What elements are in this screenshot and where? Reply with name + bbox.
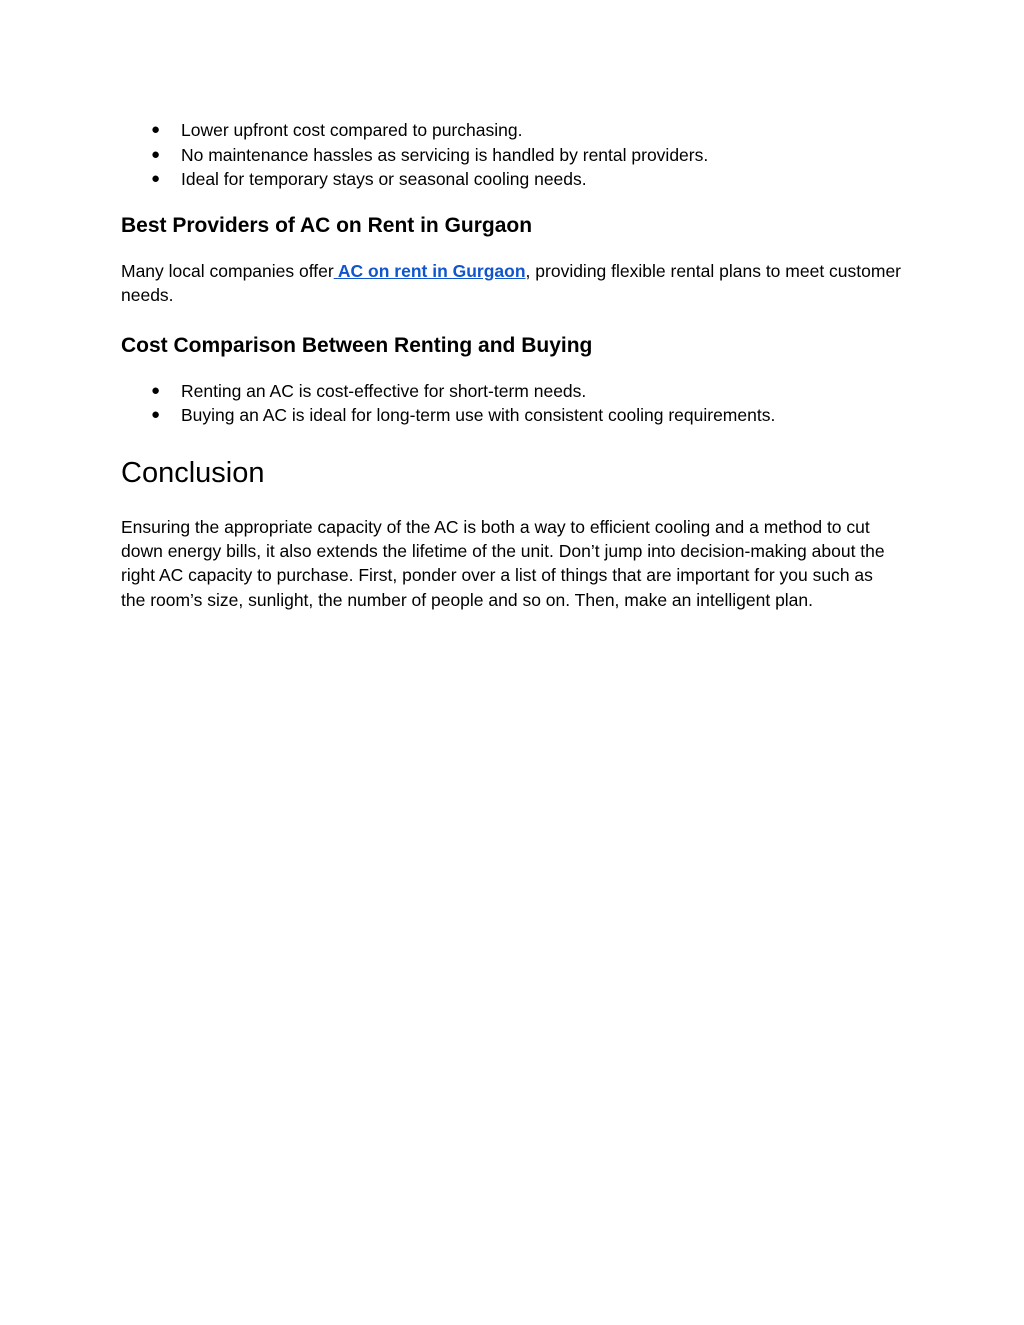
cost-comparison-heading: Cost Comparison Between Renting and Buying <box>121 333 593 357</box>
list-item-text: Ideal for temporary stays or seasonal cooling needs. <box>181 169 587 189</box>
list-item-text: No maintenance hassles as servicing is handled by rental providers. <box>181 144 709 165</box>
providers-text-before-link: Many local companies offer <box>121 260 334 281</box>
providers-text-after-link: , providing flexible rental plans to meet customer needs. <box>121 260 902 305</box>
providers-heading: Best Providers of AC on Rent in Gurgaon <box>121 213 533 237</box>
list-item <box>121 403 901 428</box>
list-item <box>121 167 901 192</box>
conclusion-paragraph: Ensuring the appropriate capacity of the AC is both a way to efficient cooling and a method to cut down energy bills, it also extends the lifetime of the unit. Don’t jump into decision-making about the right AC capacity to purchase. First, ponder over a list of things that are important for you such as the room’s size, sunlight, the number of people and so on. Then, make an intelligent plan. <box>121 516 885 610</box>
providers-paragraph <box>121 259 901 307</box>
list-item-text: Buying an AC is ideal for long-term use with consistent cooling requirements. <box>181 405 776 426</box>
conclusion-heading: Conclusion <box>121 456 265 489</box>
bullet-icon: ● <box>151 406 161 424</box>
list-item <box>121 379 901 404</box>
bullet-icon: ● <box>151 381 161 399</box>
list-item-text: Lower upfront cost compared to purchasing. <box>181 120 523 140</box>
bullet-icon: ● <box>151 145 161 163</box>
bullet-icon: ● <box>151 170 161 187</box>
list-item <box>121 118 901 143</box>
cost-comparison-list <box>121 379 901 428</box>
benefits-list <box>121 118 901 192</box>
ac-rent-gurgaon-link[interactable]: AC on rent in Gurgaon <box>333 260 526 281</box>
list-item-text: Renting an AC is cost-effective for short-term needs. <box>181 380 587 401</box>
list-item <box>121 143 901 168</box>
bullet-icon: ● <box>151 121 161 138</box>
document-content <box>121 118 901 612</box>
